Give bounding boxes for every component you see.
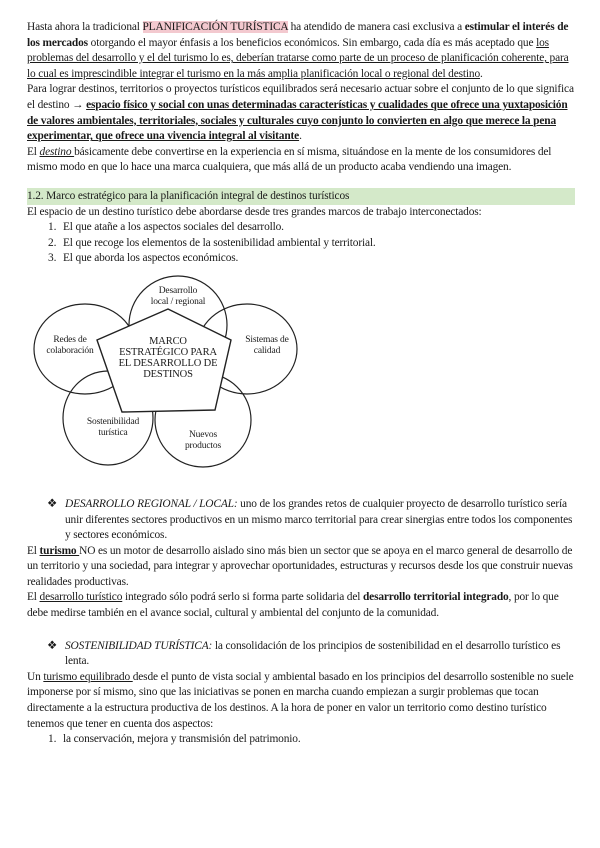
strategic-framework-diagram [27,270,575,492]
underlined-term: desarrollo turístico [39,591,123,604]
center-label-line1: MARCO [149,335,187,347]
paragraph-text: Un [27,670,44,683]
paragraph-text: integrado sólo podrá serlo si forma parte solidaria del [122,591,363,604]
right-label-line2: calidad [253,345,281,356]
underlined-phrase: los problemas del desarrollo y el del turismo lo es, deberían tratarse como parte de un proceso de planificación coherente, para lo cual es imprescindible integrar el turismo en la más amplia planificación local o regional del destino [27,36,569,80]
top-label-line2: local / regional [150,296,206,307]
tourism-paragraph [27,544,575,591]
spacer [27,622,575,634]
right-label-line1: Sistemas de [245,334,289,345]
paragraph-text: El [27,145,40,158]
center-label-line3: EL DESARROLLO DE [118,357,218,369]
left-label-line1: Redes de [53,334,87,345]
section-intro: El espacio de un destino turístico debe abordarse desde tres grandes marcos de trabajo interconectados: [27,205,482,218]
paragraph-text: El [27,591,40,604]
paragraph-text: desde el punto de vista social y ambiental basado en los principios del desarrollo sostenible no suele imponerse por sí mismo, sino que las iniciativas se ponen en marcha cuando empiezan a surgir problemas que tocan directamente a la estructura productiva de los destinos. A la hora de poner en valor un territorio como destino turístico tenemos que tener en cuenta dos aspectos: [27,670,574,730]
paragraph-text: El [27,544,40,557]
paragraph-text: Para lograr destinos, territorios o proyectos turísticos equilibrados será necesario actuar sobre el conjunto de lo que significa el destino → [27,83,574,111]
list-item: 1. El que atañe a los aspectos sociales del desarrollo. [59,220,575,236]
bullet-text: la consolidación de los principios de sostenibilidad en el desarrollo turístico es lenta. [65,639,561,668]
experience-paragraph [27,145,575,176]
bullet-sustainability [27,639,575,670]
left-label-line2: colaboración [46,345,94,356]
bottom-left-label-line2: turística [98,427,128,438]
diamond-bullet-icon: ❖ [47,497,58,510]
paragraph-text: . [299,130,302,143]
aspects-list [27,732,575,748]
bullet-title: SOSTENIBILIDAD TURÍSTICA: [65,639,213,652]
bottom-right-label-line2: productos [184,440,222,451]
center-label-line4: DESTINOS [143,368,193,380]
destination-paragraph [27,82,575,144]
bottom-left-label-line1: Sostenibilidad [86,416,140,427]
bullet-regional-development [27,497,575,544]
diagram-svg [27,270,575,492]
integrated-development-paragraph [27,590,575,621]
document-page [27,20,575,748]
bullet-title: DESARROLLO REGIONAL / LOCAL: [65,497,238,510]
bottom-right-label-line1: Nuevos [188,429,218,440]
italic-term: destino [39,145,75,158]
bold-term: desarrollo territorial integrado [362,591,509,604]
bullet-text: uno de los grandes retos de cualquier proyecto de desarrollo turístico sería unir diferentes sectores productivos en un mismo marco territorial para crear sinergias entre todos los componentes y sectores económicos. [65,497,573,542]
diamond-bullet-icon: ❖ [47,639,58,652]
list-item: 2. El que recoge los elementos de la sostenibilidad ambiental y territorial. [59,236,575,252]
intro-text: ha atendido de manera casi exclusiva a [287,21,465,33]
bold-underlined-definition: espacio físico y social con unas determinadas características y cualidades que ofrece una yuxtaposición de valores ambientales, territoriales, sociales y culturales cuyo conjunto lo convierten en algo que merece la pena experimentar, que ofrece una vivencia integral al visitante [27,98,568,143]
section-heading: 1.2. Marco estratégico para la planificación integral de destinos turísticos [27,188,575,205]
intro-text: . [480,67,483,80]
bold-underlined-term: turismo [39,544,80,557]
balanced-tourism-paragraph [27,670,575,732]
paragraph-text: NO es un motor de desarrollo aislado sino más bien un sector que se apoya en el marco general de desarrollo de un territorio y una sociedad, para integrar y aprovechar oportunidades, estructuras y recursos desde los que construir nuevas realidades productivas. [27,544,573,588]
list-item: 3. El que aborda los aspectos económicos. [59,251,575,267]
bold-phrase: estimular el interés de los mercados [27,21,569,49]
intro-text: otorgando el mayor énfasis a los beneficios económicos. Sin embargo, cada día es más aceptado que [87,36,537,49]
highlighted-term: PLANIFICACIÓN TURÍSTICA [142,21,288,33]
paragraph-text: , por lo que debe medirse también en el avance social, cultural y ambiental del conjunto de la comunidad. [27,591,559,620]
intro-text: Hasta ahora la tradicional [27,21,143,33]
top-label-line1: Desarrollo [158,285,198,296]
frameworks-list [27,220,575,267]
paragraph-text: básicamente debe convertirse en la experiencia en sí misma, situándose en la mente de los consumidores del mismo modo en que lo hace una marca cualquiera, que más allá de un producto acaba vendiendo una imagen. [27,145,552,174]
intro-paragraph [27,20,575,82]
list-item: 1. la conservación, mejora y transmisión del patrimonio. [59,732,575,748]
underlined-term: turismo equilibrado [43,670,133,683]
center-label-line2: ESTRATÉGICO PARA [119,346,217,358]
